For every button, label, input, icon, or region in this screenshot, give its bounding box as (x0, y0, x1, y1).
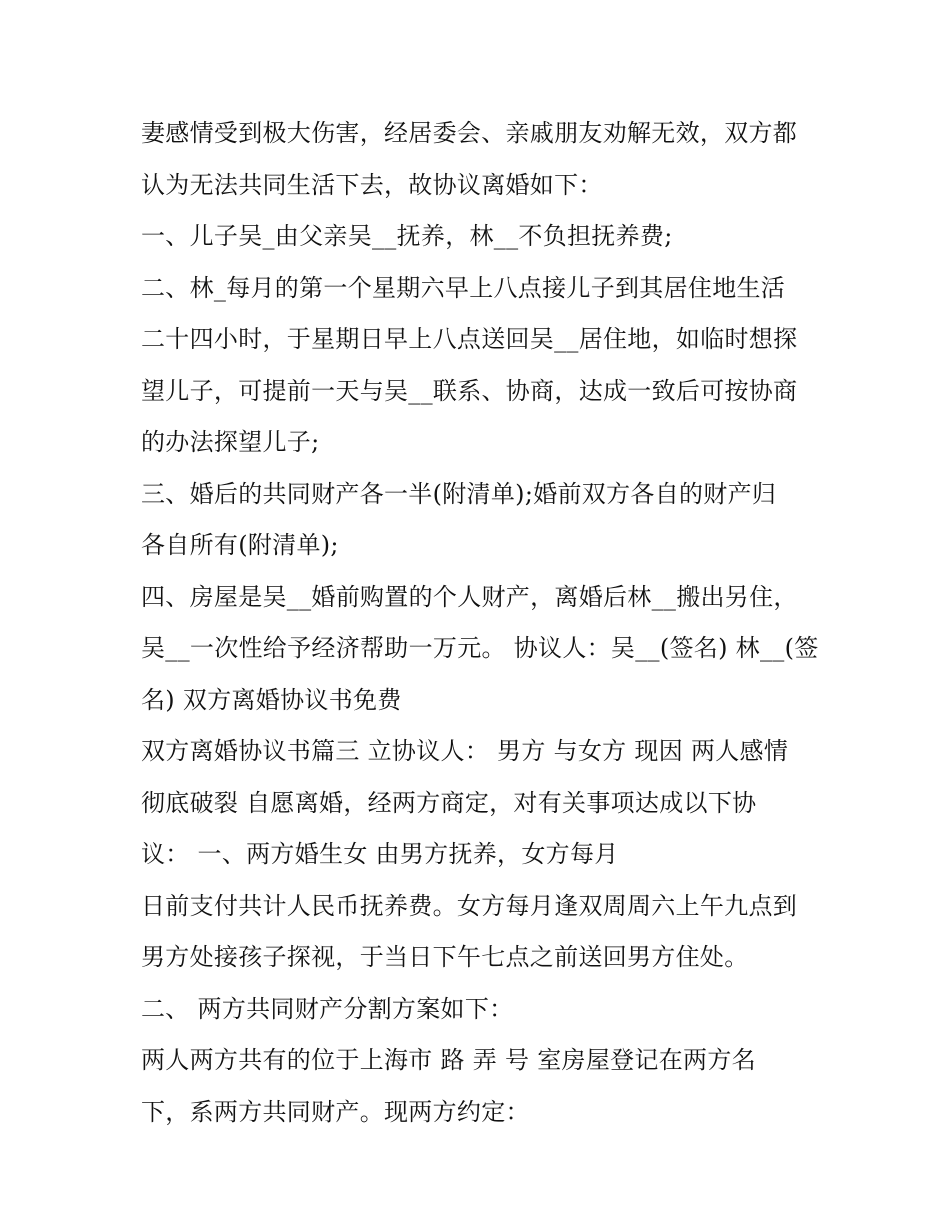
text-line: 男方处接孩子探视，于当日下午七点之前送回男方住处。 (141, 943, 749, 971)
text-line: 二、 两方共同财产分割方案如下： (141, 994, 514, 1023)
text-line: 各自所有(附清单); (141, 531, 339, 559)
text-line: 二、林_每月的第一个星期六早上八点接儿子到其居住地生活 (141, 273, 786, 302)
text-line: 名) 双方离婚协议书免费 (141, 685, 402, 714)
text-line: 日前支付共计人民币抚养费。女方每月逢双周周六上午九点到 (141, 891, 798, 920)
text-line: 议： 一、两方婚生女 由男方抚养，女方每月 (141, 840, 619, 868)
text-line: 妻感情受到极大伤害，经居委会、亲戚朋友劝解无效，双方都 (141, 119, 798, 147)
text-line: 下，系两方共同财产。现两方约定： (141, 1097, 530, 1126)
text-line: 二十四小时，于星期日早上八点送回吴__居住地，如临时想探 (141, 325, 798, 353)
text-line: 四、房屋是吴__婚前购置的个人财产，离婚后林__搬出另住， (141, 582, 798, 611)
text-line: 的办法探望儿子; (141, 428, 320, 456)
text-line: 三、婚后的共同财产各一半(附清单);婚前双方各自的财产归 (141, 479, 777, 508)
document-body (141, 108, 821, 1138)
text-line: 吴__一次性给予经济帮助一万元。 协议人：吴__(签名) 林__(签 (141, 634, 819, 662)
text-line: 望儿子，可提前一天与吴__联系、协商，达成一致后可按协商 (141, 376, 798, 405)
text-line: 两人两方共有的位于上海市 路 弄 号 室房屋登记在两方名 (141, 1046, 756, 1074)
text-line: 一、儿子吴_由父亲吴__抚养，林__不负担抚养费; (141, 222, 673, 250)
text-line: 彻底破裂 自愿离婚，经两方商定，对有关事项达成以下协 (141, 788, 757, 817)
section-heading-line: 双方离婚协议书篇三 立协议人： 男方 与女方 现因 两人感情 (141, 737, 789, 765)
text-line: 认为无法共同生活下去，故协议离婚如下： (141, 170, 603, 199)
